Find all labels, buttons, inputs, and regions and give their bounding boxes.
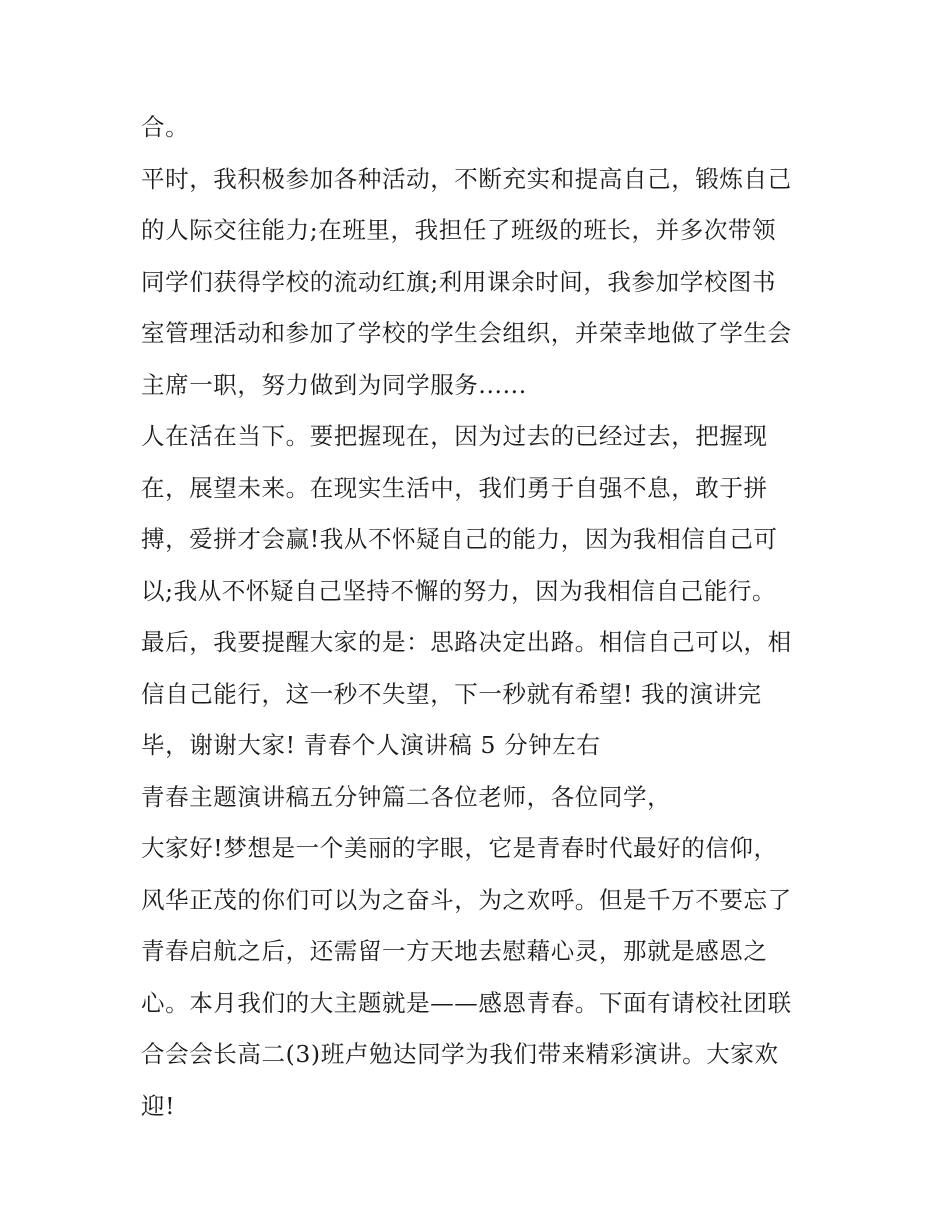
text-line: 的人际交往能力;在班里，我担任了班级的班长，并多次带领 [141,216,777,244]
text-line: 大家好!梦想是一个美丽的字眼，它是青春时代最好的信仰， [141,834,778,862]
text-line: 在，展望未来。在现实生活中，我们勇于自强不息，敢于拼 [141,473,768,502]
text-line: 心。本月我们的大主题就是——感恩青春。下面有请校社团联 [141,988,792,1017]
text-line: 毕，谢谢大家! 青春个人演讲稿 5 分钟左右 [141,731,601,759]
text-line: 搏，爱拼才会赢!我从不怀疑自己的能力，因为我相信自己可 [141,525,778,553]
text-line: 青春启航之后，还需留一方天地去慰藉心灵，那就是感恩之 [141,937,768,965]
text-line: 最后，我要提醒大家的是：思路决定出路。相信自己可以，相 [141,628,792,656]
text-line: 青春主题演讲稿五分钟篇二各位老师，各位同学， [141,782,672,811]
text-line: 同学们获得学校的流动红旗;利用课余时间，我参加学校图书 [141,267,777,296]
text-line: 风华正茂的你们可以为之奋斗，为之欢呼。但是千万不要忘了 [141,885,792,914]
text-line: 迎! [141,1091,176,1120]
text-line: 人在活在当下。要把握现在，因为过去的已经过去，把握现 [141,422,768,450]
text-line: 合会会长高二(3)班卢勉达同学为我们带来精彩演讲。大家欢 [141,1040,779,1068]
text-line: 合。 [141,113,190,141]
text-line: 信自己能行，这一秒不失望，下一秒就有希望! 我的演讲完 [141,679,762,708]
text-line: 室管理活动和参加了学校的学生会组织，并荣幸地做了学生会 [141,319,792,347]
text-line: 平时，我积极参加各种活动，不断充实和提高自己，锻炼自己 [141,164,792,193]
text-line: 主席一职，努力做到为同学服务...... [141,370,527,399]
body-text [141,106,821,1136]
text-line: 以;我从不怀疑自己坚持不懈的努力，因为我相信自己能行。 [141,576,777,605]
